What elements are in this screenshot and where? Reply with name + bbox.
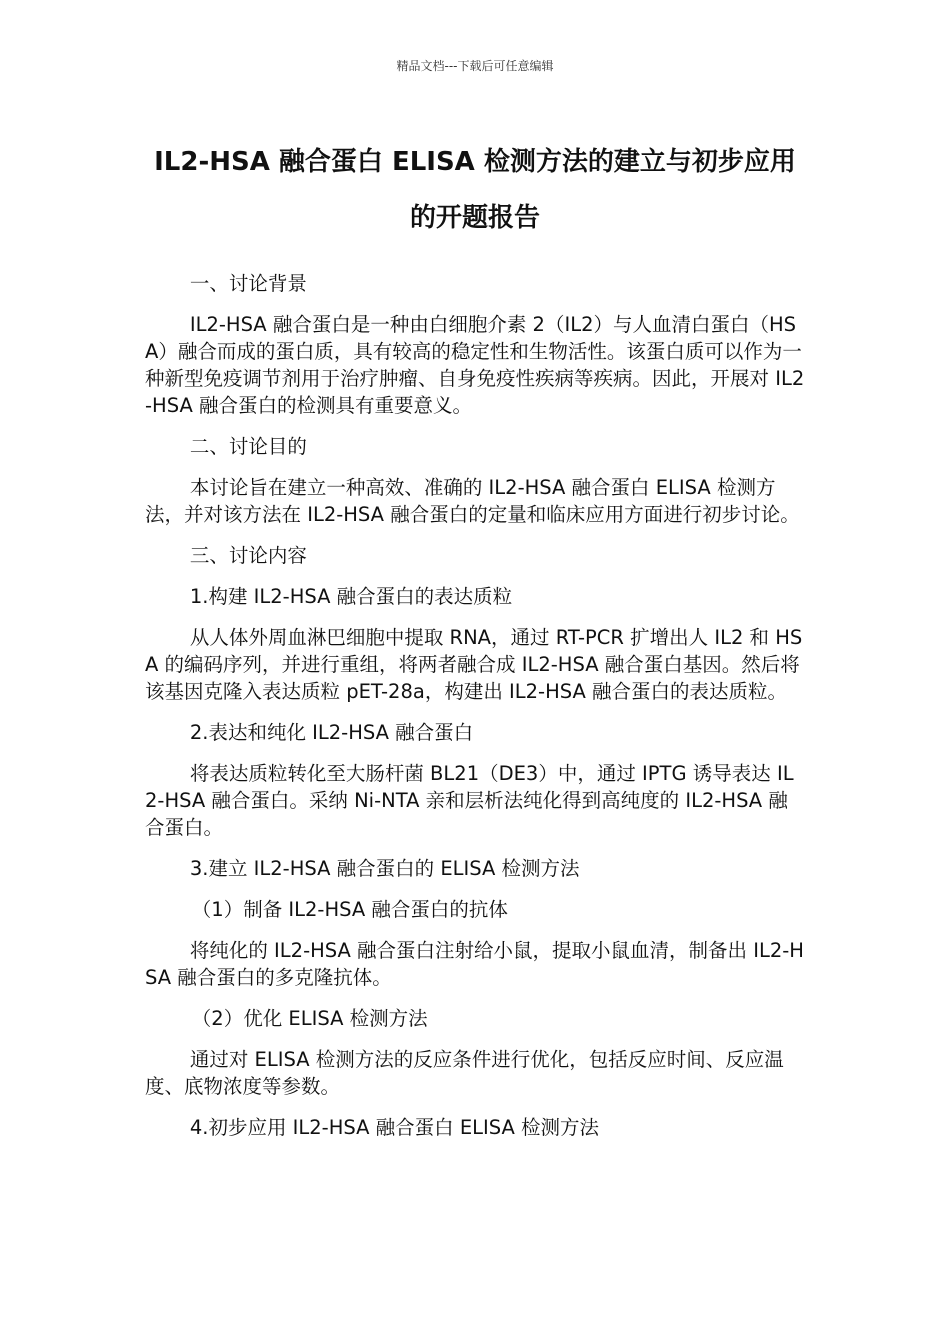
paragraph-background: IL2-HSA 融合蛋白是一种由白细胞介素 2（IL2）与人血清白蛋白（HSA）融合而成的蛋白质，具有较高的稳定性和生物活性。该蛋白质可以作为一种新型免疫调节剂用于治疗肿瘤、自身免疫性疾病等疾病。因此，开展对 IL2-HSA 融合蛋白的检测具有重要意义。 bbox=[145, 313, 805, 417]
section-heading-background: 一、讨论背景 bbox=[189, 272, 307, 295]
section-heading-content: 三、讨论内容 bbox=[189, 544, 307, 567]
paragraph-optimization: 通过对 ELISA 检测方法的反应条件进行优化，包括反应时间、反应温度、底物浓度等参数。 bbox=[145, 1048, 784, 1098]
subheading-3: 3.建立 IL2-HSA 融合蛋白的 ELISA 检测方法 bbox=[189, 857, 580, 880]
document-title: IL2-HSA 融合蛋白 ELISA 检测方法的建立与初步应用的开题报告 bbox=[154, 147, 796, 233]
section-heading-purpose: 二、讨论目的 bbox=[189, 435, 307, 458]
subheading-2: 2.表达和纯化 IL2-HSA 融合蛋白 bbox=[189, 721, 474, 744]
subheading-3-2: （2）优化 ELISA 检测方法 bbox=[191, 1007, 428, 1030]
subheading-1: 1.构建 IL2-HSA 融合蛋白的表达质粒 bbox=[189, 585, 513, 608]
paragraph-construct: 从人体外周血淋巴细胞中提取 RNA，通过 RT-PCR 扩增出人 IL2 和 HSA 的编码序列，并进行重组，将两者融合成 IL2-HSA 融合蛋白基因。然后将该基因克隆入表达质粒 pET-28a，构建出 IL2-HSA 融合蛋白的表达质粒。 bbox=[145, 626, 803, 703]
paragraph-purpose: 本讨论旨在建立一种高效、准确的 IL2-HSA 融合蛋白 ELISA 检测方法，并对该方法在 IL2-HSA 融合蛋白的定量和临床应用方面进行初步讨论。 bbox=[145, 476, 800, 526]
paragraph-expression: 将表达质粒转化至大肠杆菌 BL21（DE3）中，通过 IPTG 诱导表达 IL2-HSA 融合蛋白。采纳 Ni-NTA 亲和层析法纯化得到高纯度的 IL2-HSA 融合蛋白。 bbox=[145, 762, 794, 839]
subheading-4: 4.初步应用 IL2-HSA 融合蛋白 ELISA 检测方法 bbox=[189, 1116, 600, 1139]
subheading-3-1: （1）制备 IL2-HSA 融合蛋白的抗体 bbox=[191, 898, 508, 921]
header-note: 精品文档---下载后可任意编辑 bbox=[396, 59, 554, 73]
paragraph-antibody: 将纯化的 IL2-HSA 融合蛋白注射给小鼠，提取小鼠血清，制备出 IL2-HSA 融合蛋白的多克隆抗体。 bbox=[145, 939, 804, 989]
document-body bbox=[145, 270, 805, 1155]
